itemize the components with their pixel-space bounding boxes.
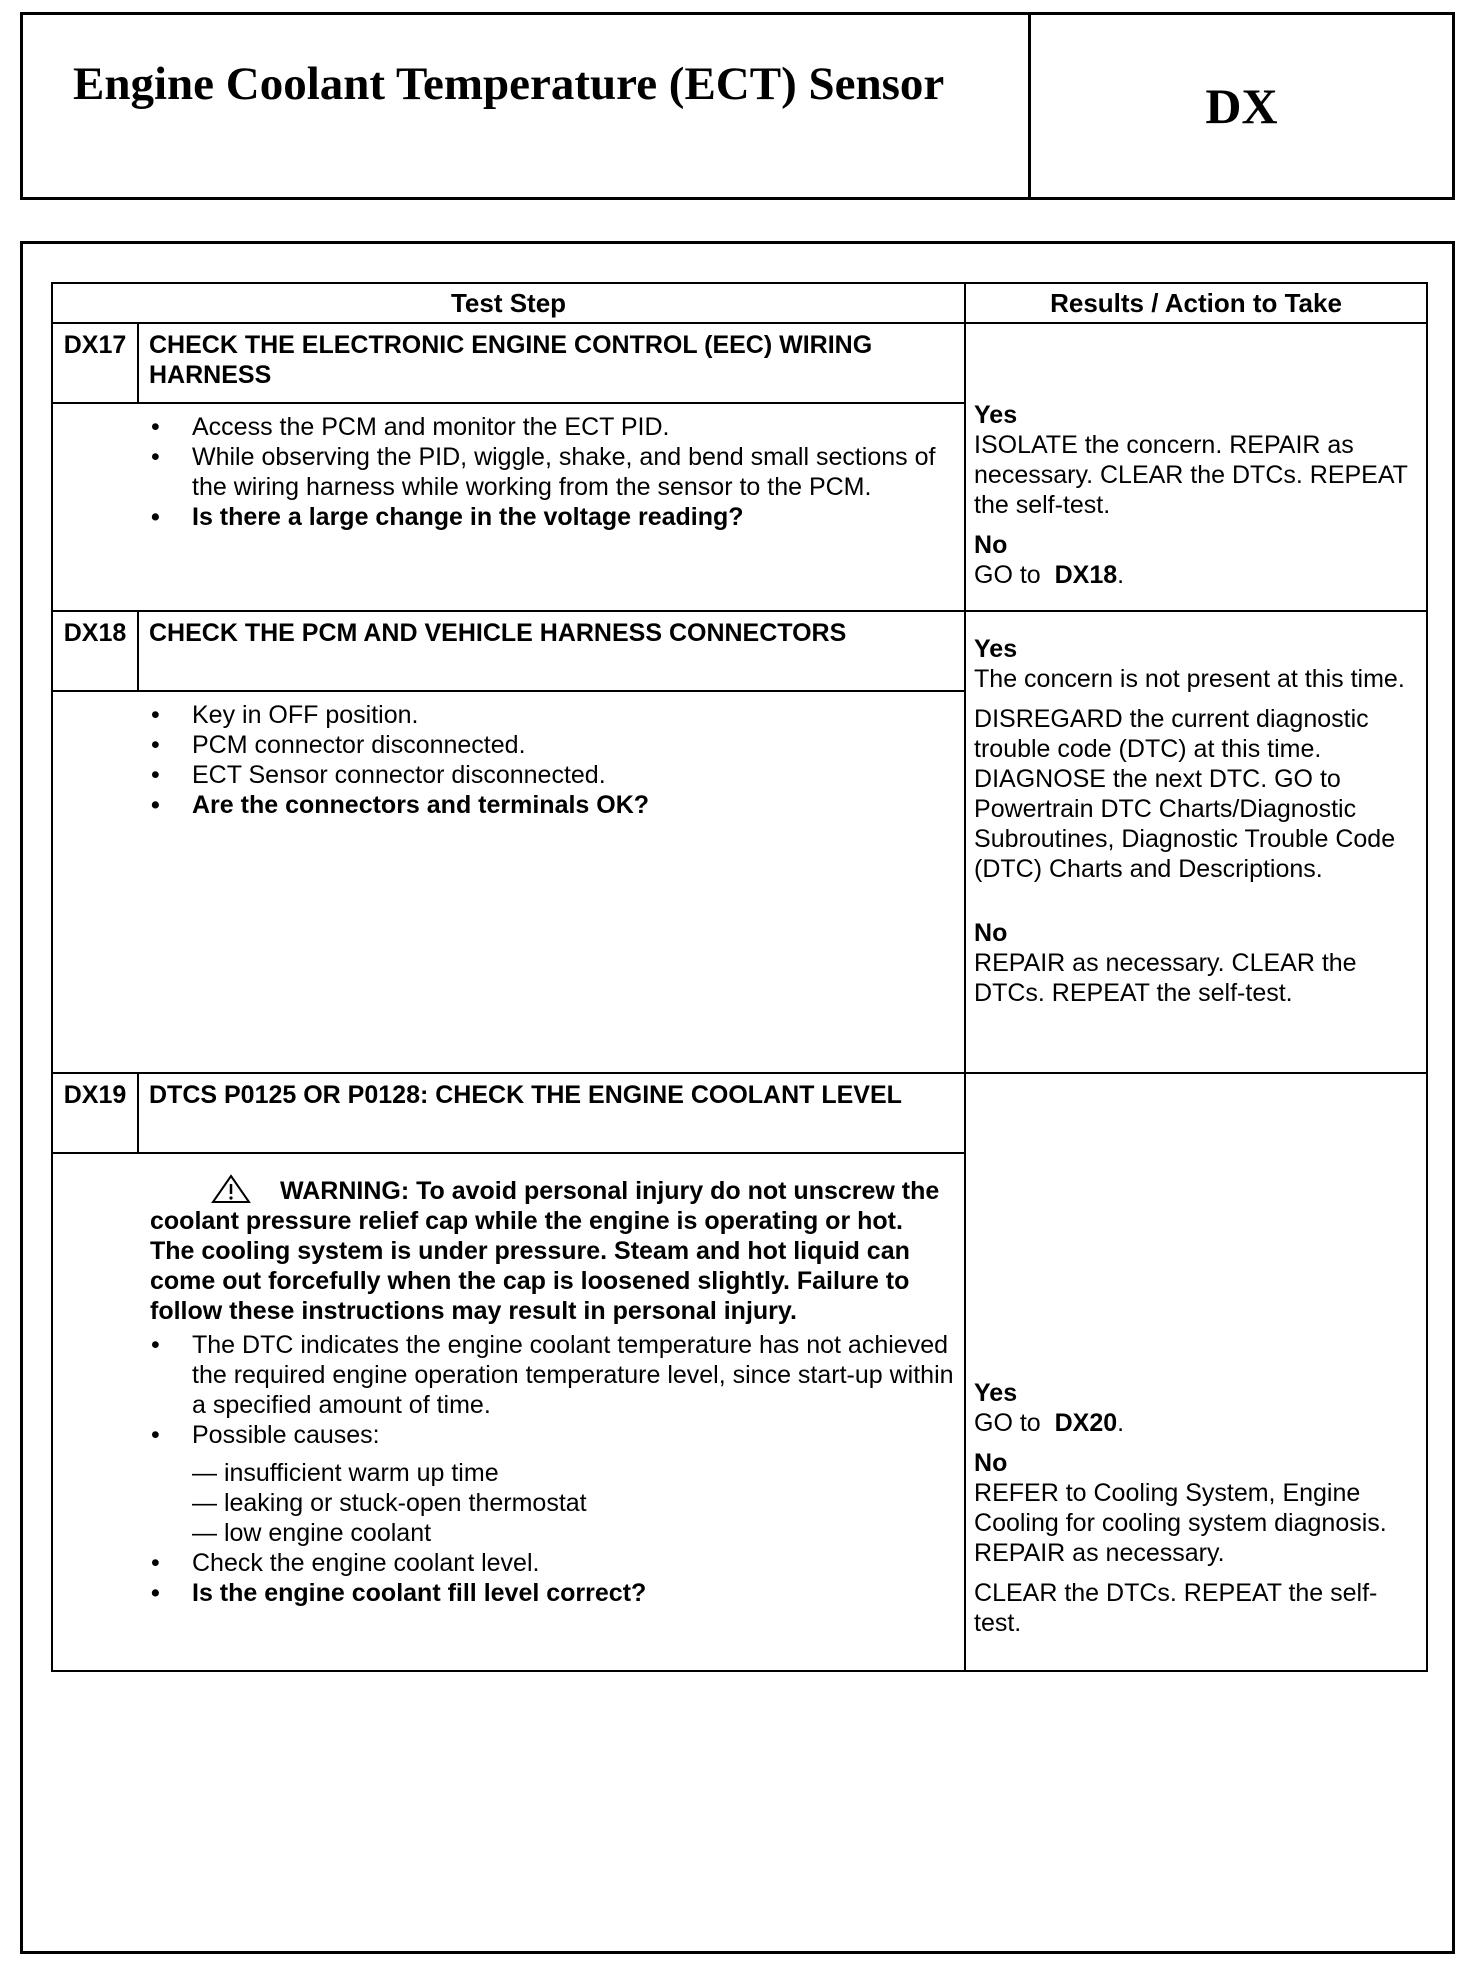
step-id: DX19 (52, 1073, 138, 1153)
no-label: No (974, 531, 1008, 559)
list-item: • Is there a large change in the voltage reading? (53, 502, 954, 532)
no-action: REFER to Cooling System, Engine Cooling for cooling system diagnosis. REPAIR as necessary. (974, 1479, 1387, 1567)
no-action-detail: CLEAR the DTCs. REPEAT the self-test. (974, 1579, 1378, 1637)
list-item: • Key in OFF position. (53, 700, 954, 730)
page-title: Engine Coolant Temperature (ECT) Sensor (73, 58, 945, 110)
yes-action: ISOLATE the concern. REPAIR as necessary. CLEAR the DTCs. REPEAT the self-test. (974, 431, 1408, 519)
no-action-suffix: . (1117, 561, 1125, 589)
no-action (974, 560, 1418, 590)
step-title-row (52, 323, 1427, 403)
list-item: • Is the engine coolant fill level correct? (53, 1578, 954, 1608)
step-title: CHECK THE PCM AND VEHICLE HARNESS CONNECTORS (138, 611, 965, 691)
list-item: • Access the PCM and monitor the ECT PID. (53, 412, 954, 442)
list-item: • While observing the PID, wiggle, shake, and bend small sections of the wiring harness while working from the sensor to the PCM. (53, 442, 954, 502)
step-id: DX17 (52, 323, 138, 403)
list-item: • Check the engine coolant level. (53, 1548, 954, 1578)
yes-action-suffix: . (1117, 1409, 1125, 1437)
yes-label: Yes (974, 1379, 1018, 1407)
warning-block (53, 1176, 954, 1326)
step-id: DX18 (52, 611, 138, 691)
table-header-row (52, 283, 1427, 323)
list-item: • PCM connector disconnected. (53, 730, 954, 760)
column-header-results: Results / Action to Take (965, 283, 1427, 323)
step-results (965, 1073, 1427, 1671)
warning-text: WARNING: To avoid personal injury do not unscrew the coolant pressure relief cap while the engine is operating or hot. The cooling system is under pressure. Steam and hot liquid can come out forcefully when the cap is loosened slightly. Failure to follow these instructions may result in personal injury. (150, 1177, 940, 1325)
page-header (20, 12, 1455, 200)
step-title-row (52, 1073, 1427, 1153)
warning-triangle-icon (211, 1174, 251, 1204)
cause-item: — low engine coolant (192, 1519, 432, 1547)
yes-action-prefix: GO to (974, 1409, 1041, 1437)
step-reference: DX18 (1054, 561, 1118, 589)
no-action: REPAIR as necessary. CLEAR the DTCs. REPEAT the self-test. (974, 949, 1357, 1007)
cause-item: — leaking or stuck-open thermostat (192, 1489, 587, 1517)
test-step-table (51, 282, 1428, 1672)
yes-label: Yes (974, 635, 1018, 663)
step-results (965, 611, 1427, 1073)
list-item: • Possible causes: (53, 1420, 954, 1450)
step-title: DTCS P0125 OR P0128: CHECK THE ENGINE COOLANT LEVEL (138, 1073, 965, 1153)
step-results (965, 323, 1427, 611)
step-body (52, 691, 965, 1073)
no-label: No (974, 1449, 1008, 1477)
step-title: CHECK THE ELECTRONIC ENGINE CONTROL (EEC) WIRING HARNESS (138, 323, 965, 403)
step-body (52, 403, 965, 611)
step-title-row (52, 611, 1427, 691)
yes-action (974, 1408, 1418, 1438)
list-item: • ECT Sensor connector disconnected. (53, 760, 954, 790)
list-item: • The DTC indicates the engine coolant temperature has not achieved the required engine operation temperature level, since start-up within a specified amount of time. (53, 1330, 954, 1420)
list-item: • Are the connectors and terminals OK? (53, 790, 954, 820)
section-code: DX (1205, 78, 1278, 134)
yes-action: The concern is not present at this time. (974, 665, 1405, 693)
step-reference: DX20 (1054, 1409, 1118, 1437)
column-header-test-step: Test Step (52, 283, 965, 323)
yes-action-detail: DISREGARD the current diagnostic trouble code (DTC) at this time. DIAGNOSE the next DTC. GO to Powertrain DTC Charts/Diagnostic Subroutines, Diagnostic Trouble Code (DTC) Charts and Descriptions. (974, 705, 1396, 883)
step-body (52, 1153, 965, 1671)
no-label: No (974, 919, 1008, 947)
yes-label: Yes (974, 401, 1018, 429)
no-action-prefix: GO to (974, 561, 1041, 589)
cause-item: — insufficient warm up time (192, 1459, 499, 1487)
